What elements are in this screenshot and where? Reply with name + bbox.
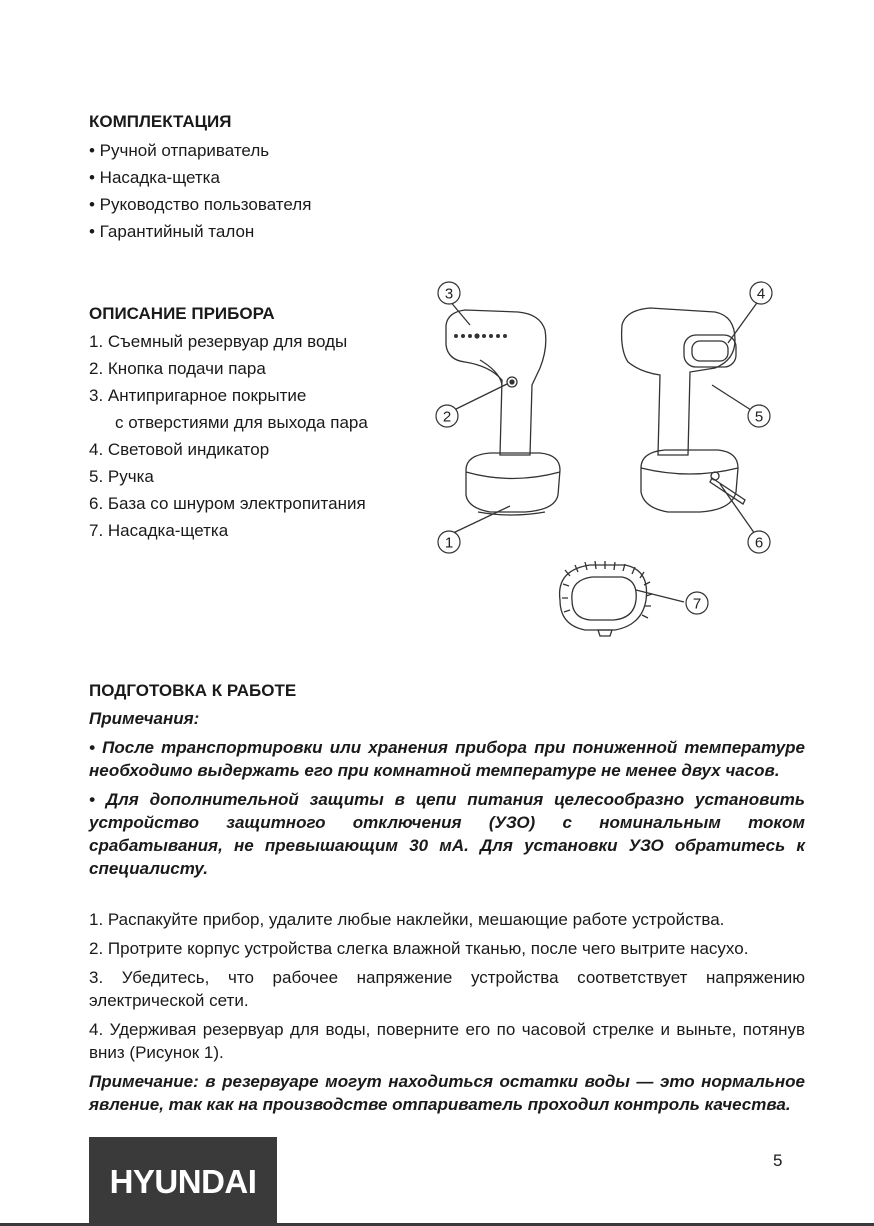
description-heading: ОПИСАНИЕ ПРИБОРА	[89, 304, 275, 323]
list-item: 4. Световой индикатор	[89, 440, 270, 459]
list-item: • Ручной отпариватель	[89, 141, 270, 160]
final-note-label: Примечание:	[89, 1072, 199, 1091]
note-2: • Для дополнительной защиты в цепи питания целесообразно установить устройство защитного отключения (УЗО) с номинальным током срабатывания, не превышающим 30 мА. Для установки УЗО обратитесь к специалисту.	[89, 790, 805, 878]
step-4: 4. Удерживая резервуар для воды, поверните его по часовой стрелке и выньте, потянув вниз (Рисунок 1).	[89, 1020, 805, 1062]
kit-heading: КОМПЛЕКТАЦИЯ	[89, 112, 232, 131]
list-item: • Гарантийный талон	[89, 222, 255, 241]
list-item: 6. База со шнуром электропитания	[89, 494, 366, 513]
preparation-section	[89, 681, 805, 1116]
list-item: • Руководство пользователя	[89, 195, 312, 214]
steam-holes	[454, 333, 507, 338]
list-item: 3. Антипригарное покрытие	[89, 386, 307, 405]
callout-label: 4	[756, 285, 766, 303]
callout-label: 2	[442, 408, 452, 426]
list-item: 7. Насадка-щетка	[89, 521, 229, 540]
final-note-text: в резервуаре могут находиться остатки воды — это нормальное явление, так как на производстве отпариватель проходил контроль качества.	[89, 1072, 805, 1114]
note-1: • После транспортировки или хранения прибора при пониженной температуре необходимо выдержать его при комнатной температуре не менее двух часов.	[89, 738, 805, 780]
callout-label: 6	[754, 534, 764, 552]
kit-section	[89, 112, 311, 245]
list-item: с отверстиями для выхода пара	[115, 413, 368, 432]
steamer-back-view	[622, 308, 745, 512]
step-2: 2. Протрите корпус устройства слегка влажной тканью, после чего вытрите насухо.	[89, 939, 749, 958]
callout-label: 7	[692, 595, 702, 613]
page-number: 5	[773, 1151, 783, 1170]
hyundai-logo: HYUNDAI	[89, 1137, 277, 1226]
callout-label: 1	[444, 534, 454, 552]
notes-label: Примечания:	[89, 709, 200, 728]
device-diagram	[420, 275, 790, 645]
list-item: 5. Ручка	[89, 467, 154, 486]
description-section	[89, 304, 368, 544]
list-item: • Насадка-щетка	[89, 168, 220, 187]
brush-attachment	[560, 561, 652, 636]
final-note	[89, 1070, 805, 1116]
list-item: 1. Съемный резервуар для воды	[89, 332, 348, 351]
step-3: 3. Убедитесь, что рабочее напряжение устройства соответствует напряжению электрической сети.	[89, 968, 805, 1010]
step-1: 1. Распакуйте прибор, удалите любые наклейки, мешающие работе устройства.	[89, 910, 725, 929]
list-item: 2. Кнопка подачи пара	[89, 359, 266, 378]
preparation-heading: ПОДГОТОВКА К РАБОТЕ	[89, 681, 297, 700]
steamer-front-view	[446, 310, 560, 515]
callout-label: 5	[754, 408, 764, 426]
callouts	[436, 282, 772, 614]
callout-label: 3	[444, 285, 454, 303]
